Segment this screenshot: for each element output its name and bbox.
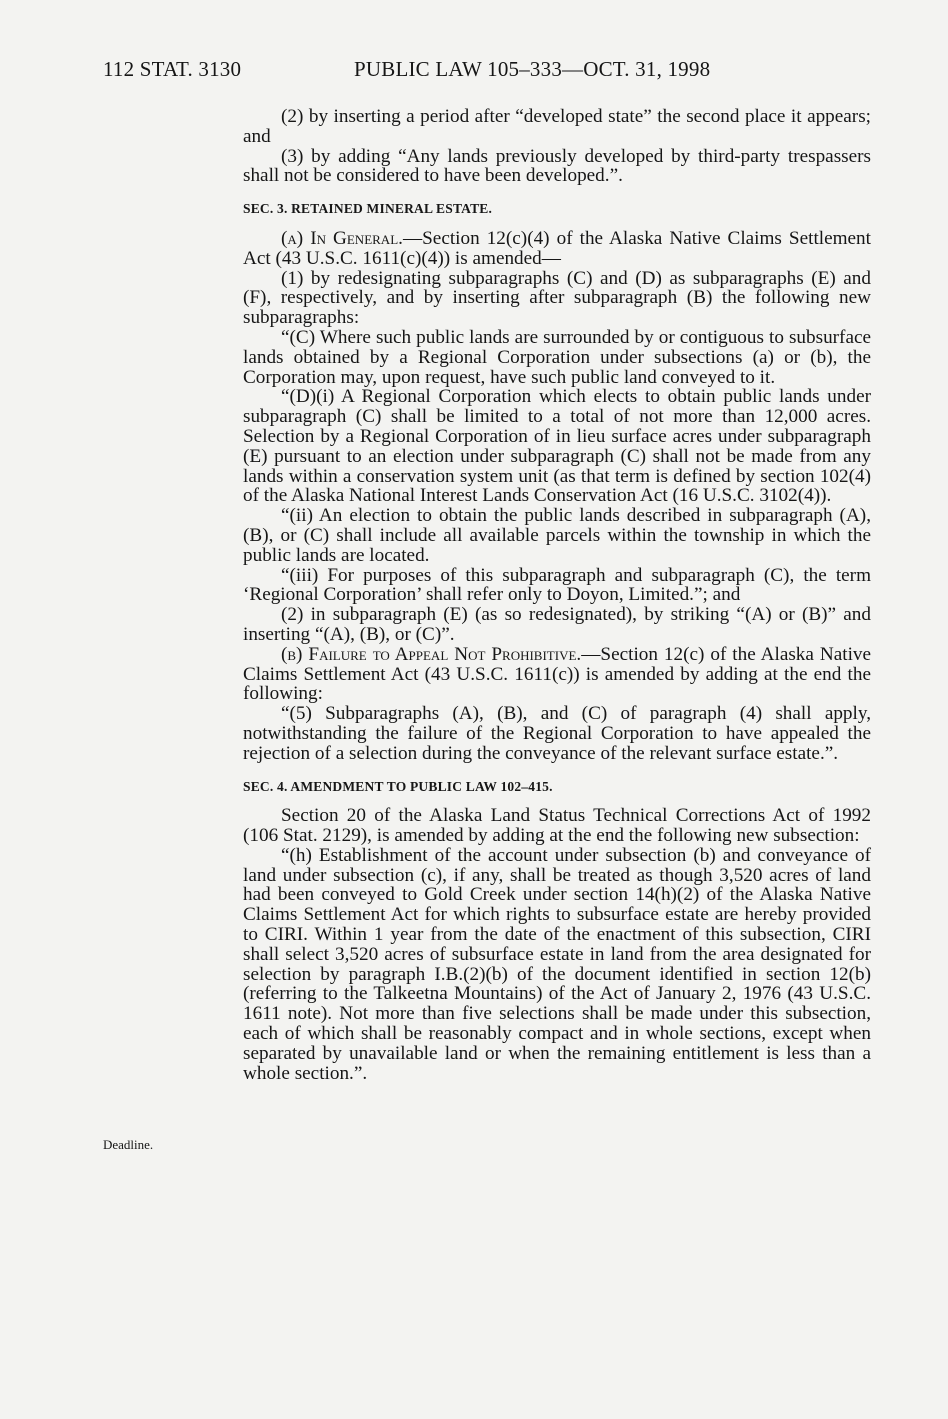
paragraph: “(C) Where such public lands are surrounded by or contiguous to subsurface lands obtained by a Regional Corporation under subsections (a) or (b), the Corporation may, upon request, have such public land conveyed to it. bbox=[243, 326, 871, 388]
subsection-b bbox=[243, 645, 871, 704]
subsection-a bbox=[243, 229, 871, 269]
paragraph: Section 20 of the Alaska Land Status Technical Corrections Act of 1992 (106 Stat. 2129), is amended by adding at the end the following new subsection: bbox=[243, 805, 871, 847]
subsection-text: —Section 12(c)(4) of the Alaska Native Claims Settlement Act (43 U.S.C. 1611(c)(4)) is amended— bbox=[243, 227, 871, 269]
paragraph: “(5) Subparagraphs (A), (B), and (C) of paragraph (4) shall apply, notwithstanding the failure of the Regional Corporation to have appealed the rejection of a selection during the conveyance of the relevant surface estate.”. bbox=[243, 703, 871, 764]
paragraph: (2) in subparagraph (E) (as so redesignated), by striking “(A) or (B)” and inserting “(A), (B), or (C)”. bbox=[243, 604, 871, 645]
paragraph: “(ii) An election to obtain the public lands described in subparagraph (A), (B), or (C) shall include all available parcels within the township in which the public lands are located. bbox=[243, 505, 871, 566]
subsection-heading: (a) In General. bbox=[281, 227, 403, 249]
margin-note-deadline: Deadline. bbox=[103, 1137, 154, 1152]
subsection-text: —Section 12(c) of the Alaska Native Claims Settlement Act (43 U.S.C. 1611(c)) is amended by adding at the end the following: bbox=[243, 643, 872, 705]
section-heading: SEC. 3. RETAINED MINERAL ESTATE. bbox=[243, 201, 493, 217]
paragraph: (3) by adding “Any lands previously developed by third-party trespassers shall not be considered to have been developed.”. bbox=[243, 145, 871, 187]
paragraph: “(iii) For purposes of this subparagraph and subparagraph (C), the term ‘Regional Corporation’ shall refer only to Doyon, Limited.”; and bbox=[243, 564, 871, 606]
law-title: PUBLIC LAW 105–333—OCT. 31, 1998 bbox=[354, 57, 711, 81]
section-heading: SEC. 4. AMENDMENT TO PUBLIC LAW 102–415. bbox=[243, 778, 553, 794]
paragraph: “(h) Establishment of the account under subsection (b) and conveyance of land under subsection (c), if any, shall be treated as though 3,520 acres of land had been conveyed to Gold Creek under section 14(h)(2) of the Alaska Native Claims Settlement Act for which rights to subsurface estate are hereby provided to CIRI. Within 1 year from the date of the enactment of this subsection, CIRI shall select 3,520 acres of subsurface estate in land from the area designated for selection by paragraph I.B.(2)(b) of the document identified in section 12(b) (referring to the Talkeetna Mountains) of the Act of January 2, 1976 (43 U.S.C. 1611 note). Not more than five selections shall be made under this subsection, each of which shall be reasonably compact and in whole sections, except when separated by unavailable land or when the remaining entitlement is less than a whole section.”. bbox=[243, 844, 871, 1084]
statute-citation: 112 STAT. 3130 bbox=[103, 57, 242, 81]
statute-body bbox=[243, 107, 871, 1083]
paragraph: (1) by redesignating subparagraphs (C) and (D) as subparagraphs (E) and (F), respectively, and by inserting after subparagraph (B) the following new subparagraphs: bbox=[243, 267, 871, 329]
subsection-heading: (b) Failure to Appeal Not Prohibitive. bbox=[281, 643, 582, 665]
paragraph: “(D)(i) A Regional Corporation which elects to obtain public lands under subparagraph (C) shall be limited to a total of not more than 12,000 acres. Selection by a Regional Corporation of in lieu surface acres under subparagraph (E) pursuant to an election under subparagraph (C) shall not be made from any lands within a conservation system unit (as that term is defined by section 102(4) of the Alaska National Interest Lands Conservation Act (16 U.S.C. 3102(4)). bbox=[243, 386, 871, 507]
paragraph: (2) by inserting a period after “developed state” the second place it appears; and bbox=[243, 106, 871, 147]
